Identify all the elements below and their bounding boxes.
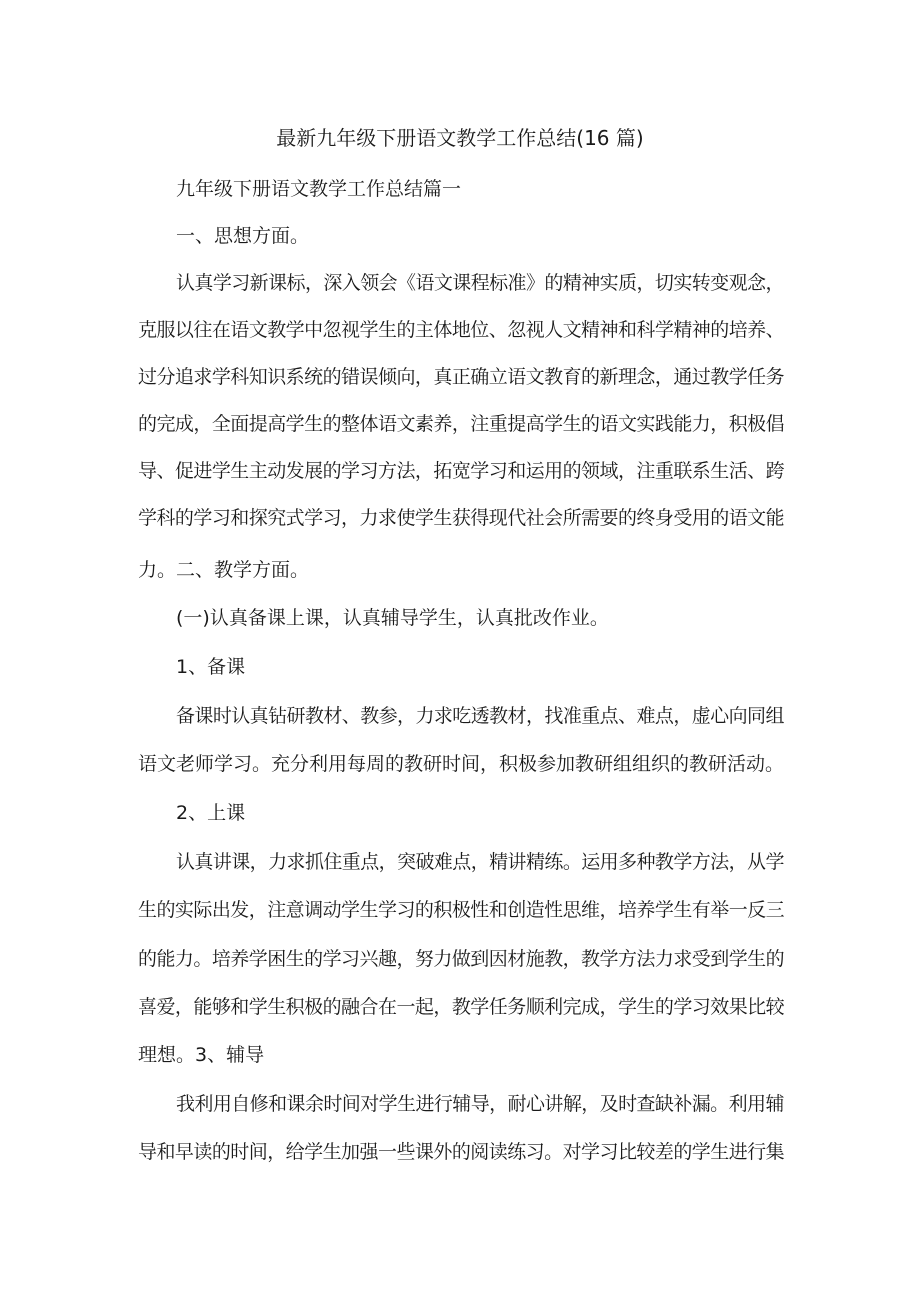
paragraph-line: 认真学习新课标，深入领会《语文课程标准》的精神实质，切实转变观念， (176, 272, 784, 294)
paragraph-line: 喜爱，能够和学生积极的融合在一起，教学任务顺利完成，学生的学习效果比较 (138, 996, 785, 1018)
paragraph-line: 一、思想方面。 (176, 225, 310, 247)
paragraph-line: 备课时认真钻研教材、教参，力求吃透教材，找准重点、难点，虚心向同组 (176, 705, 784, 727)
paragraph-line: 克服以往在语文教学中忽视学生的主体地位、忽视人文精神和科学精神的培养、 (138, 319, 785, 341)
paragraph-line: 导和早读的时间，给学生加强一些课外的阅读练习。对学习比较差的学生进行集 (138, 1141, 785, 1163)
paragraph-line: 2、上课 (176, 802, 246, 824)
paragraph-line: 我利用自修和课余时间对学生进行辅导，耐心讲解，及时查缺补漏。利用辅 (176, 1093, 784, 1115)
paragraph-line: 过分追求学科知识系统的错误倾向，真正确立语文教育的新理念，通过教学任务 (138, 366, 785, 388)
paragraph-line: 1、备课 (176, 656, 246, 678)
document-title: 最新九年级下册语文教学工作总结(16 篇) (276, 126, 644, 150)
paragraph-line: 生的实际出发，注意调动学生学习的积极性和创造性思维，培养学生有举一反三 (138, 899, 785, 921)
paragraph-line: 力。二、教学方面。 (138, 559, 310, 581)
paragraph-line: 的能力。培养学困生的学习兴趣，努力做到因材施教，教学方法力求受到学生的 (138, 948, 785, 970)
paragraph-line: 认真讲课，力求抓住重点，突破难点，精讲精练。运用多种教学方法，从学 (176, 851, 784, 873)
paragraph-line: 语文老师学习。充分利用每周的教研时间，积极参加教研组组织的教研活动。 (138, 753, 785, 775)
paragraph-line: 导、促进学生主动发展的学习方法，拓宽学习和运用的领域，注重联系生活、跨 (138, 460, 785, 482)
paragraph-line: (一)认真备课上课，认真辅导学生，认真批改作业。 (176, 607, 609, 629)
paragraph-line: 的完成，全面提高学生的整体语文素养，注重提高学生的语文实践能力，积极倡 (138, 413, 785, 435)
paragraph-line: 学科的学习和探究式学习，力求使学生获得现代社会所需要的终身受用的语文能 (138, 507, 785, 529)
paragraph-line: 理想。3、辅导 (138, 1044, 265, 1066)
section-heading-1: 九年级下册语文教学工作总结篇一 (176, 178, 462, 200)
